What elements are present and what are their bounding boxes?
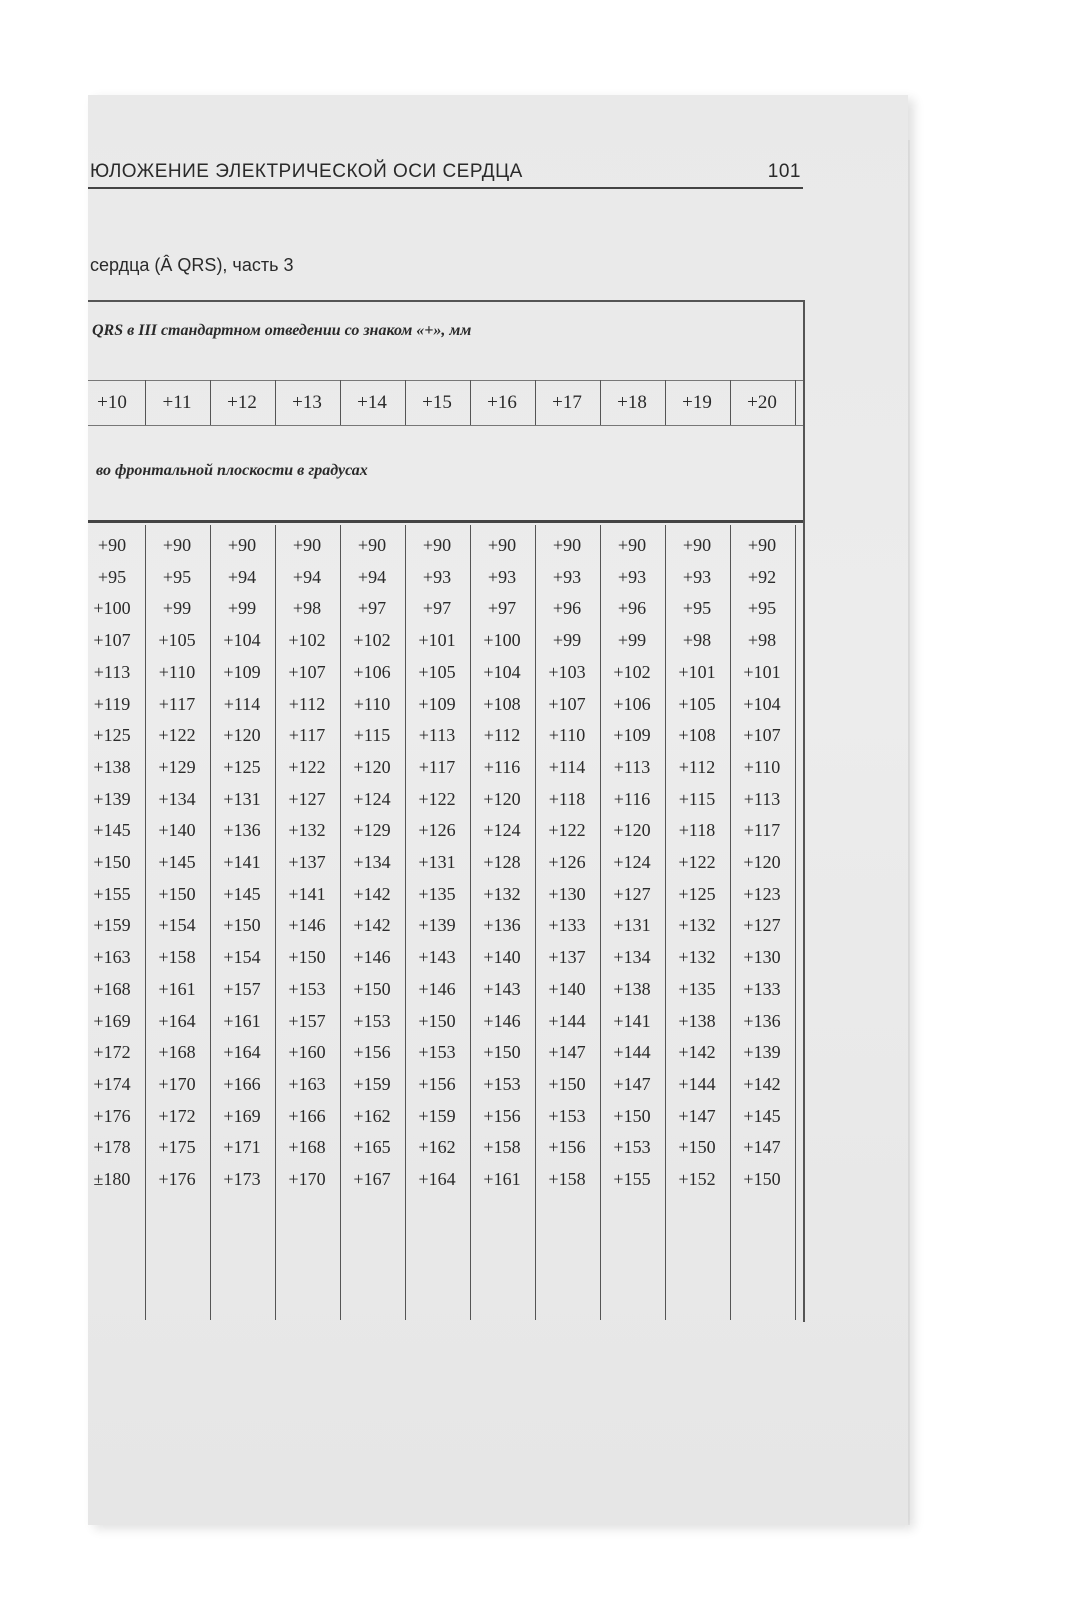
table-cell: +123 xyxy=(743,883,781,904)
table-cell: +159 xyxy=(353,1073,391,1094)
table-cell: +140 xyxy=(483,947,521,968)
column-header: +10 xyxy=(97,392,127,413)
table-cell: +118 xyxy=(548,788,586,809)
table-cell: +110 xyxy=(548,725,586,746)
table-cell: +142 xyxy=(678,1042,716,1063)
table-cell: +128 xyxy=(483,852,521,872)
column-divider xyxy=(275,380,276,425)
table-cell: +138 xyxy=(93,756,131,777)
table-cell: +139 xyxy=(418,915,456,936)
column-divider xyxy=(600,380,601,425)
table-cell: +132 xyxy=(678,947,716,968)
table-cell: +90 xyxy=(552,535,582,555)
table-cell: +138 xyxy=(678,1010,716,1031)
table-cell: +129 xyxy=(158,756,196,777)
table-cell: +104 xyxy=(223,630,261,651)
table-cell: +142 xyxy=(353,883,391,904)
table-cell: +161 xyxy=(483,1169,521,1189)
table-cell: +136 xyxy=(743,1010,781,1031)
table-cell: +101 xyxy=(743,661,781,682)
table-cell: +136 xyxy=(483,915,521,936)
table-cell: +107 xyxy=(743,725,781,746)
table-cell: +163 xyxy=(288,1073,326,1094)
table-cell: +159 xyxy=(418,1105,456,1126)
table-cell: +98 xyxy=(682,630,712,651)
table-divider xyxy=(88,425,803,426)
table-cell: +156 xyxy=(353,1042,391,1063)
table-cell: +173 xyxy=(223,1169,261,1189)
column-divider xyxy=(145,380,146,425)
column-header: +20 xyxy=(747,392,777,413)
table-cell: +90 xyxy=(162,535,192,555)
table-cell: +113 xyxy=(743,788,781,809)
table-cell: +122 xyxy=(548,820,586,841)
table-cell: +172 xyxy=(158,1105,196,1126)
table-cell: +161 xyxy=(223,1010,261,1031)
table-cell: +150 xyxy=(548,1073,586,1094)
table-cell: +153 xyxy=(613,1137,651,1158)
table-cell: +150 xyxy=(353,978,391,999)
table-cell: +155 xyxy=(93,883,131,904)
table-cell: +141 xyxy=(613,1010,651,1031)
table-cell: +103 xyxy=(548,661,586,682)
table-cell: +135 xyxy=(678,978,716,999)
table-cell: +93 xyxy=(682,566,712,587)
table-cell: +118 xyxy=(678,820,716,841)
column-divider xyxy=(665,380,666,425)
table-cell: +165 xyxy=(353,1137,391,1158)
table-cell: +113 xyxy=(93,661,131,682)
table-cell: +153 xyxy=(548,1105,586,1126)
column-divider xyxy=(340,380,341,425)
table-cell: +96 xyxy=(552,598,582,619)
table-cell: +166 xyxy=(223,1073,261,1094)
table-cell: +116 xyxy=(483,756,521,777)
table-cell: +132 xyxy=(678,915,716,936)
table-cell: +90 xyxy=(682,535,712,555)
table-cell: +110 xyxy=(158,661,196,682)
table-cell: +166 xyxy=(288,1105,326,1126)
table-cell: +104 xyxy=(743,693,781,714)
table-cell: +129 xyxy=(353,820,391,841)
table-cell: +122 xyxy=(418,788,456,809)
table-cell: +178 xyxy=(93,1137,131,1158)
table-cell: +115 xyxy=(353,725,391,746)
column-header: +19 xyxy=(682,392,712,413)
table-cell: +116 xyxy=(613,788,651,809)
table-cell: +99 xyxy=(162,598,192,619)
table-cell: +97 xyxy=(422,598,452,619)
table-cell: +134 xyxy=(353,852,391,872)
table-cell: +156 xyxy=(483,1105,521,1126)
table-cell: +153 xyxy=(483,1073,521,1094)
column-header: +13 xyxy=(292,392,322,413)
table-cell: +176 xyxy=(158,1169,196,1189)
table-cell: +125 xyxy=(678,883,716,904)
table-cell: +132 xyxy=(483,883,521,904)
table-cell: +105 xyxy=(418,661,456,682)
table-cell: +133 xyxy=(548,915,586,936)
table-cell: +150 xyxy=(223,915,261,936)
book-page xyxy=(88,95,908,1525)
table-cell: +135 xyxy=(418,883,456,904)
table-cell: +146 xyxy=(288,915,326,936)
column-divider xyxy=(405,380,406,425)
column-divider xyxy=(795,525,796,1320)
table-heavy-divider xyxy=(88,520,803,523)
table-cell: +157 xyxy=(288,1010,326,1031)
table-cell: +174 xyxy=(93,1073,131,1094)
table-cell: +125 xyxy=(223,756,261,777)
table-cell: +107 xyxy=(548,693,586,714)
table-cell: +93 xyxy=(617,566,647,587)
table-cell: +170 xyxy=(288,1169,326,1189)
table-cell: +112 xyxy=(678,756,716,777)
table-cell: +110 xyxy=(353,693,391,714)
column-divider xyxy=(795,380,796,425)
running-title: ЮЛОЖЕНИЕ ЭЛЕКТРИЧЕСКОЙ ОСИ СЕРДЦА xyxy=(90,161,523,182)
table-cell: +164 xyxy=(158,1010,196,1031)
table-cell: +154 xyxy=(158,915,196,936)
table-cell: +140 xyxy=(548,978,586,999)
table-cell: +90 xyxy=(227,535,257,555)
column-header: +18 xyxy=(617,392,647,413)
table-cell: +109 xyxy=(223,661,261,682)
table-cell: +100 xyxy=(483,630,521,651)
table-cell: +113 xyxy=(613,756,651,777)
table-cell: +96 xyxy=(617,598,647,619)
table-cell: +176 xyxy=(93,1105,131,1126)
table-cell: +102 xyxy=(288,630,326,651)
table-cell: +150 xyxy=(93,852,131,872)
table-cell: +127 xyxy=(288,788,326,809)
table-cell: +102 xyxy=(613,661,651,682)
table-cell: +120 xyxy=(353,756,391,777)
table-cell: +126 xyxy=(418,820,456,841)
table-cell: +144 xyxy=(548,1010,586,1031)
table-cell: +97 xyxy=(487,598,517,619)
table-cell: +124 xyxy=(483,820,521,841)
table-cell: +138 xyxy=(613,978,651,999)
table-cell: +153 xyxy=(353,1010,391,1031)
table-cell: +105 xyxy=(678,693,716,714)
table-cell: +141 xyxy=(223,852,261,872)
table-cell: +117 xyxy=(743,820,781,841)
table-cell: +98 xyxy=(292,598,322,619)
table-cell: +95 xyxy=(97,566,127,587)
table-cell: +95 xyxy=(747,598,777,619)
table-cell: +130 xyxy=(743,947,781,968)
table-cell: +169 xyxy=(223,1105,261,1126)
table-cell: +106 xyxy=(353,661,391,682)
table-caption-top: QRS в III стандартном отведении со знаком «+», мм xyxy=(92,322,472,339)
table-cell: +134 xyxy=(158,788,196,809)
table-cell: +150 xyxy=(158,883,196,904)
table-cell: +95 xyxy=(162,566,192,587)
table-cell: +124 xyxy=(353,788,391,809)
column-header: +17 xyxy=(552,392,582,413)
table-cell: +147 xyxy=(743,1137,781,1158)
table-cell: +144 xyxy=(613,1042,651,1063)
table-cell: +109 xyxy=(613,725,651,746)
table-cell: +107 xyxy=(93,630,131,651)
table-cell: +125 xyxy=(93,725,131,746)
table-cell: +158 xyxy=(548,1169,586,1189)
column-header: +12 xyxy=(227,392,257,413)
table-cell: +131 xyxy=(223,788,261,809)
column-divider xyxy=(210,380,211,425)
table-cell: +153 xyxy=(418,1042,456,1063)
table-cell: +145 xyxy=(743,1105,781,1126)
column-header: +14 xyxy=(357,392,387,413)
table-cell: +141 xyxy=(288,883,326,904)
table-cell: +167 xyxy=(353,1169,391,1189)
table-cell: +147 xyxy=(613,1073,651,1094)
table-cell: +150 xyxy=(483,1042,521,1063)
table-cell: +162 xyxy=(353,1105,391,1126)
table-cell: +154 xyxy=(223,947,261,968)
table-cell: +122 xyxy=(158,725,196,746)
table-cell: +153 xyxy=(288,978,326,999)
table-cell: +142 xyxy=(353,915,391,936)
table-cell: +112 xyxy=(288,693,326,714)
table-cell: +147 xyxy=(678,1105,716,1126)
table-cell: +150 xyxy=(678,1137,716,1158)
table-cell: +145 xyxy=(93,820,131,841)
table-cell: +143 xyxy=(418,947,456,968)
table-cell: +109 xyxy=(418,693,456,714)
table-cell: +102 xyxy=(353,630,391,651)
column-divider xyxy=(470,380,471,425)
table-cell: +117 xyxy=(158,693,196,714)
table-cell: +90 xyxy=(357,535,387,555)
table-cell: +126 xyxy=(548,852,586,872)
table-cell: +137 xyxy=(548,947,586,968)
table-cell: +90 xyxy=(747,535,777,555)
table-cell: +99 xyxy=(227,598,257,619)
column-header: +11 xyxy=(162,392,192,413)
table-cell: +94 xyxy=(292,566,322,587)
table-cell: +145 xyxy=(158,852,196,872)
table-cell: +107 xyxy=(288,661,326,682)
table-cell: +119 xyxy=(93,693,131,714)
table-cell: +90 xyxy=(97,535,127,555)
table-cell: +90 xyxy=(487,535,517,555)
table-cell: +163 xyxy=(93,947,131,968)
table-cell: +124 xyxy=(613,852,651,872)
table-cell: +146 xyxy=(353,947,391,968)
table-cell: ±180 xyxy=(93,1169,131,1189)
table-cell: +93 xyxy=(552,566,582,587)
table-cell: +94 xyxy=(357,566,387,587)
table-cell: +97 xyxy=(357,598,387,619)
table-cell: +110 xyxy=(743,756,781,777)
table-cell: +134 xyxy=(613,947,651,968)
column-header: +15 xyxy=(422,392,452,413)
table-cell: +150 xyxy=(288,947,326,968)
table-cell: +164 xyxy=(418,1169,456,1189)
table-cell: +115 xyxy=(678,788,716,809)
table-cell: +172 xyxy=(93,1042,131,1063)
table-cell: +171 xyxy=(223,1137,261,1158)
table-cell: +120 xyxy=(743,852,781,872)
table-cell: +147 xyxy=(548,1042,586,1063)
table-cell: +131 xyxy=(613,915,651,936)
column-header: +16 xyxy=(487,392,517,413)
table-cell: +150 xyxy=(743,1169,781,1189)
table-cell: +164 xyxy=(223,1042,261,1063)
table-cell: +137 xyxy=(288,852,326,872)
table-cell: +114 xyxy=(223,693,261,714)
table-cell: +101 xyxy=(678,661,716,682)
table-cell: +159 xyxy=(93,915,131,936)
table-cell: +106 xyxy=(613,693,651,714)
table-cell: +93 xyxy=(422,566,452,587)
table-cell: +156 xyxy=(548,1137,586,1158)
table-cell: +90 xyxy=(617,535,647,555)
table-cell: +152 xyxy=(678,1169,716,1189)
table-cell: +131 xyxy=(418,852,456,872)
table-cell: +95 xyxy=(682,598,712,619)
table-cell: +170 xyxy=(158,1073,196,1094)
table-cell: +132 xyxy=(288,820,326,841)
table-cell: +155 xyxy=(613,1169,651,1189)
table-cell: +168 xyxy=(93,978,131,999)
table-cell: +122 xyxy=(678,852,716,872)
table-cell: +105 xyxy=(158,630,196,651)
table-cell: +127 xyxy=(743,915,781,936)
table-cell: +117 xyxy=(288,725,326,746)
table-cell: +150 xyxy=(613,1105,651,1126)
table-cell: +156 xyxy=(418,1073,456,1094)
table-cell: +158 xyxy=(158,947,196,968)
table-cell: +142 xyxy=(743,1073,781,1094)
running-header xyxy=(88,157,803,189)
table-cell: +113 xyxy=(418,725,456,746)
table-cell: +157 xyxy=(223,978,261,999)
column-header-row xyxy=(88,380,803,425)
table-cell: +101 xyxy=(418,630,456,651)
table-cell: +114 xyxy=(548,756,586,777)
table-cell: +108 xyxy=(483,693,521,714)
table-cell: +117 xyxy=(418,756,456,777)
table-cell: +169 xyxy=(93,1010,131,1031)
table-cell: +90 xyxy=(422,535,452,555)
table-cell: +93 xyxy=(487,566,517,587)
table-cell: +120 xyxy=(223,725,261,746)
table-cell: +175 xyxy=(158,1137,196,1158)
table-cell: +104 xyxy=(483,661,521,682)
table-cell: +161 xyxy=(158,978,196,999)
table-cell: +130 xyxy=(548,883,586,904)
table-cell: +162 xyxy=(418,1137,456,1158)
table-cell: +144 xyxy=(678,1073,716,1094)
table-cell: +136 xyxy=(223,820,261,841)
table-cell: +99 xyxy=(617,630,647,651)
page-number: 101 xyxy=(767,161,801,182)
table-cell: +122 xyxy=(288,756,326,777)
table-cell: +127 xyxy=(613,883,651,904)
table-subtitle: сердца (Â QRS), часть 3 xyxy=(90,255,294,275)
table-cell: +168 xyxy=(288,1137,326,1158)
table-cell: +120 xyxy=(483,788,521,809)
table-cell: +168 xyxy=(158,1042,196,1063)
column-divider xyxy=(535,380,536,425)
table-cell: +139 xyxy=(93,788,131,809)
table-cell: +146 xyxy=(483,1010,521,1031)
table-cell: +98 xyxy=(747,630,777,651)
table-cell: +139 xyxy=(743,1042,781,1063)
table-cell: +150 xyxy=(418,1010,456,1031)
table-cell: +100 xyxy=(93,598,131,619)
table-cell: +120 xyxy=(613,820,651,841)
table-cell: +145 xyxy=(223,883,261,904)
table-cell: +92 xyxy=(747,566,777,587)
table-cell: +160 xyxy=(288,1042,326,1063)
table-cell: +158 xyxy=(483,1137,521,1158)
table-cell: +112 xyxy=(483,725,521,746)
table-cell: +108 xyxy=(678,725,716,746)
table-cell: +146 xyxy=(418,978,456,999)
table-cell: +133 xyxy=(743,978,781,999)
table-cell: +94 xyxy=(227,566,257,587)
column-divider xyxy=(730,380,731,425)
table-cell: +143 xyxy=(483,978,521,999)
table-cell: +140 xyxy=(158,820,196,841)
table-caption-middle: во фронтальной плоскости в градусах xyxy=(96,462,368,479)
table-cell: +99 xyxy=(552,630,582,651)
table-cell: +90 xyxy=(292,535,322,555)
